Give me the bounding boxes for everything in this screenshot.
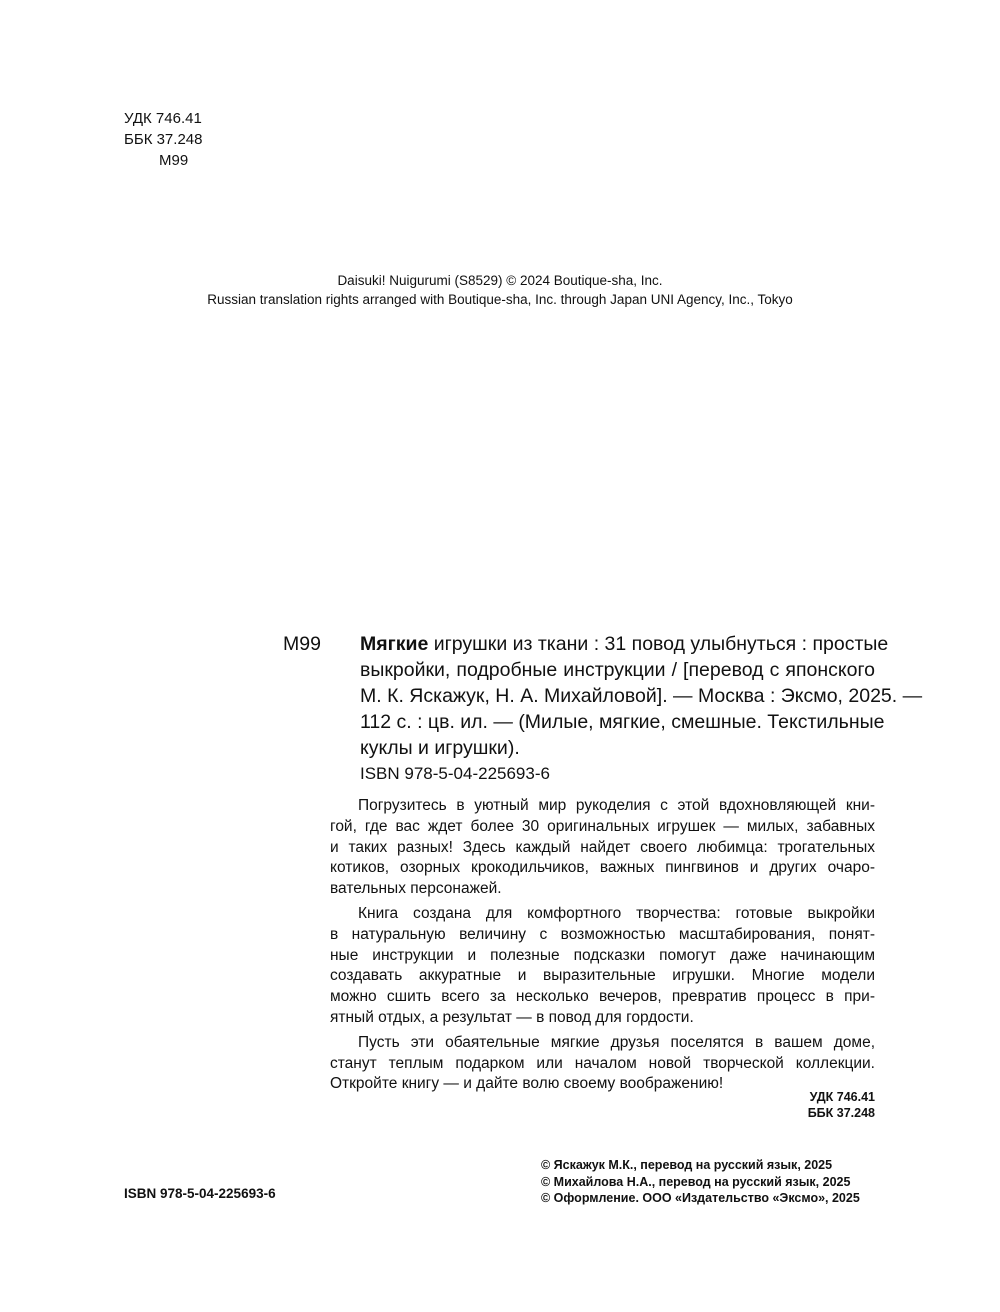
entry-line: куклы и игрушки). (360, 737, 520, 759)
rights-notice (0, 271, 1000, 309)
annotation-line: Откройте книгу — и дайте волю своему воображению! (330, 1075, 724, 1093)
annotation-line: в натуральную величину с возможностью масштабирования, понят- (330, 925, 875, 943)
copyright-line: © Яскажук М.К., перевод на русский язык, 2025 (541, 1158, 833, 1172)
udk-code-bottom: УДК 746.41 (809, 1090, 875, 1104)
entry-line: 112 с. : цв. ил. — (Милые, мягкие, смешные. Текстильные (360, 711, 885, 733)
annotation-line: можно сшить всего за несколько вечеров, превратив процесс в при- (330, 988, 875, 1006)
entry-author-mark: М99 (283, 633, 321, 655)
entry-title-bold: Мягкие (360, 633, 429, 655)
entry-line (360, 631, 889, 657)
bbk-code-bottom: ББК 37.248 (807, 1106, 875, 1120)
copyright-block (541, 1157, 860, 1207)
annotation-line: гой, где вас ждет более 30 оригинальных игрушек — милых, забавных (330, 817, 875, 835)
annotation-line: Пусть эти обаятельные мягкие друзья поселятся в вашем доме, (358, 1033, 875, 1051)
bbk-code: ББК 37.248 (124, 131, 203, 148)
annotation-paragraph (330, 796, 875, 900)
rights-line-2: Russian translation rights arranged with Boutique-sha, Inc. through Japan UNI Agency, Inc., Tokyo (207, 292, 793, 307)
annotation (330, 796, 875, 1099)
copyright-line: © Оформление. ООО «Издательство «Эксмо», 2025 (541, 1191, 860, 1205)
annotation-line: Книга создана для комфортного творчества: готовые выкройки (358, 904, 875, 922)
annotation-line: вательных персонажей. (330, 880, 502, 898)
entry-line-text: игрушки из ткани : 31 повод улыбнуться : простые (428, 633, 889, 655)
annotation-paragraph (330, 904, 875, 1029)
entry-line: М. К. Яскажук, Н. А. Михайловой]. — Москва : Эксмо, 2025. — (360, 685, 923, 707)
entry-line: выкройки, подробные инструкции / [перевод с японского (360, 659, 875, 681)
classification-block (124, 108, 202, 171)
annotation-line: Погрузитесь в уютный мир рукоделия с этой вдохновляющей кни- (358, 797, 875, 814)
udk-code: УДК 746.41 (124, 110, 202, 127)
bibliographic-entry (360, 631, 923, 761)
codes-block (808, 1089, 875, 1121)
annotation-line: ные инструкции и полезные подсказки помогут даже начинающим (330, 946, 875, 964)
annotation-line: котиков, озорных крокодильчиков, важных пингвинов и других очаро- (330, 859, 875, 877)
isbn-bottom: ISBN 978-5-04-225693-6 (124, 1186, 276, 1201)
annotation-line: и таких разных! Здесь каждый найдет своего любимца: трогательных (330, 838, 875, 856)
author-mark: М99 (159, 152, 189, 169)
annotation-line: станут теплым подарком или началом новой творческой коллекции. (330, 1054, 875, 1072)
entry-isbn: ISBN 978-5-04-225693-6 (360, 764, 550, 783)
annotation-paragraph (330, 1033, 875, 1095)
copyright-line: © Михайлова Н.А., перевод на русский язык, 2025 (541, 1174, 851, 1189)
rights-line-1: Daisuki! Nuigurumi (S8529) © 2024 Boutique-sha, Inc. (337, 273, 663, 288)
annotation-line: ятный отдых, а результат — в повод для гордости. (330, 1008, 694, 1026)
annotation-line: создавать аккуратные и выразительные игрушки. Многие модели (330, 967, 875, 985)
